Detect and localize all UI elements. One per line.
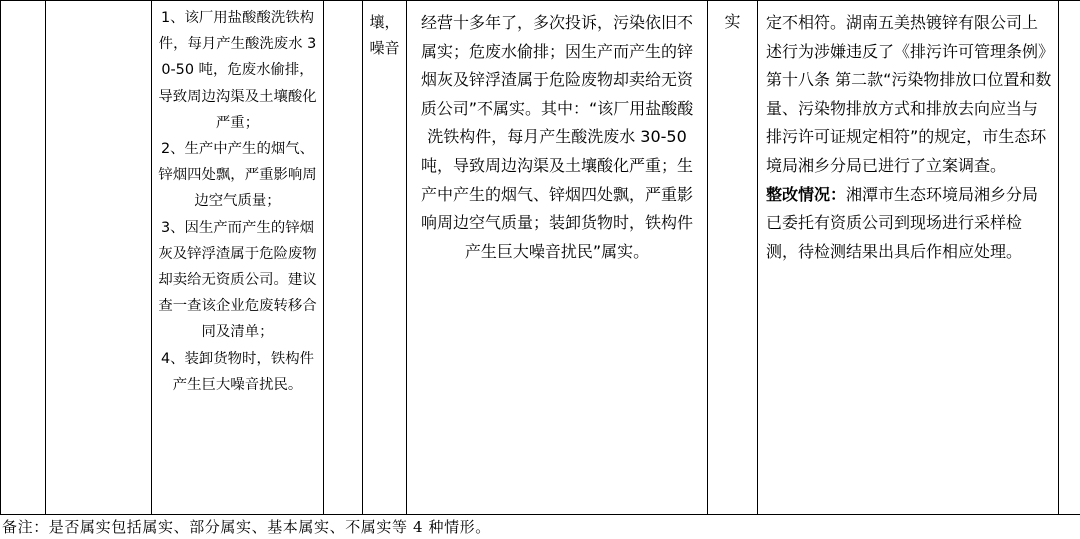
rectification-label: 整改情况 — [766, 184, 831, 204]
complaint-item: 4、装卸货物时，铁构件产生巨大噪音扰民。 — [160, 350, 315, 393]
cell-pollution-type — [363, 1, 407, 515]
rectification-body: 湘潭市生态环境局湘乡分局已委托有资质公司到现场进行采样检测，待检测结果出具后作相应处理。 — [766, 184, 1039, 261]
cell-responsible-unit — [1059, 1, 1080, 515]
cell-index — [1, 1, 46, 515]
cell-verdict — [708, 1, 758, 515]
complaint-item: 1、该厂用盐酸酸洗铁构件，每月产生酸洗废水 30-50 吨，危废水偷排，导致周边沟渠及土壤酸化严重； — [158, 10, 317, 131]
table-row — [1, 1, 1080, 515]
complaint-item: 2、生产中产生的烟气、锌烟四处飘，严重影响周边空气质量； — [158, 141, 317, 210]
verdict-text: 实 — [724, 12, 741, 31]
cell-complaint-content — [152, 1, 324, 515]
cell-region — [324, 1, 363, 515]
complaint-content-list — [152, 1, 323, 398]
complaint-item: 3、因生产而产生的锌烟灰及锌浮渣属于危险废物却卖给无资质公司。建议查一查该企业危废转移合同及清单； — [158, 219, 317, 341]
cell-handling-result — [758, 1, 1059, 515]
cell-investigation-finding — [407, 1, 708, 515]
handling-result-text — [758, 1, 1058, 266]
cell-case-number — [46, 1, 152, 515]
table-footnote: 备注：是否属实包括属实、部分属实、基本属实、不属实等 4 种情形。 — [2, 518, 491, 536]
pollution-type-text: 壤，噪音 — [369, 13, 400, 57]
handling-result-body: 定不相符。湖南五美热镀锌有限公司上述行为涉嫌违反了《排污许可管理条例》第十八条 第二款“污染物排放口位置和数量、污染物排放方式和排放去向应当与排污许可证规定相符”的规定，市生态环境局湘乡分局已进行了立案调查。 — [766, 13, 1052, 175]
investigation-finding-text: 经营十多年了，多次投诉，污染依旧不属实；危废水偷排；因生产而产生的锌烟灰及锌浮渣属于危险废物却卖给无资质公司”不属实。其中：“该厂用盐酸酸洗铁构件，每月产生酸洗废水 30-50 吨，导致周边沟渠及土壤酸化严重；生产中产生的烟气、锌烟四处飘，严重影响周边空气质量；装卸货物时，铁构件产生巨大噪音扰民”属实。 — [420, 13, 694, 261]
rectification-colon: ： — [830, 184, 847, 204]
